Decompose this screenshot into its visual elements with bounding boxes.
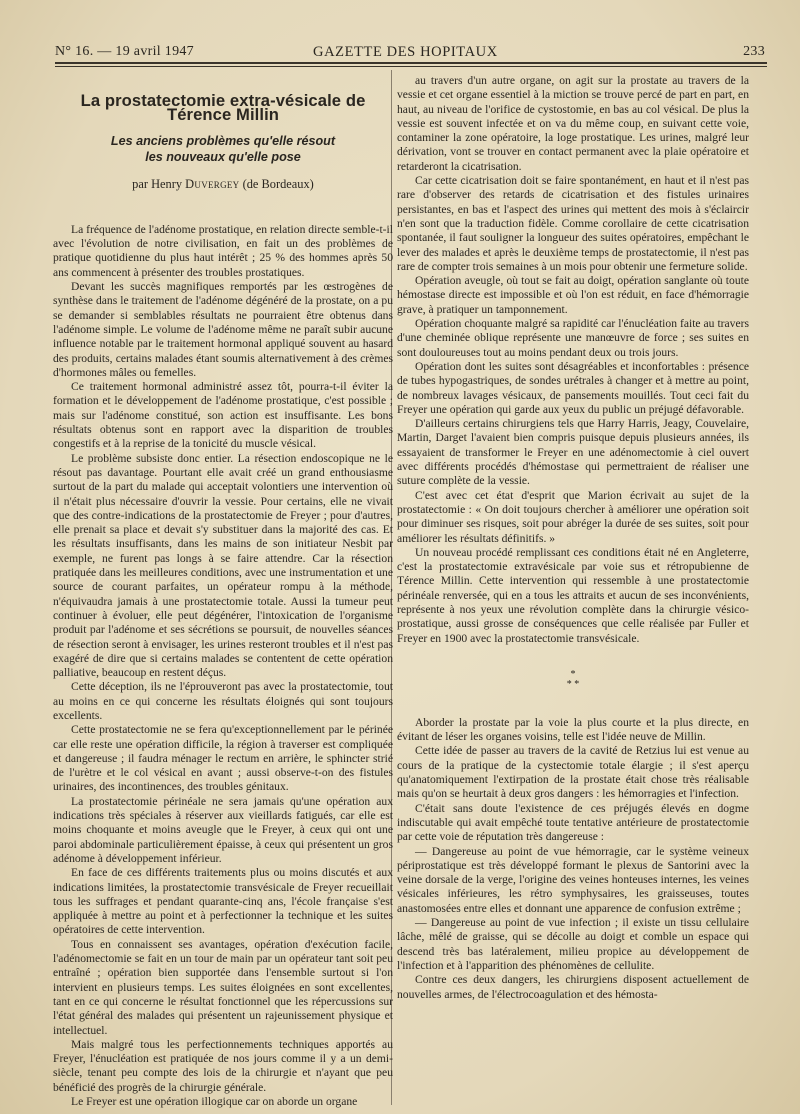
paragraph: Aborder la prostate par la voie la plus courte et la plus directe, en évitant de léser les organes voisins, telle est l'idée neuve de Millin. xyxy=(397,715,749,744)
right-body xyxy=(397,74,749,646)
article-title: La prostatectomie extra-vésicale de Térence Millin xyxy=(80,91,366,125)
left-column xyxy=(53,72,393,1109)
paragraph: Contre ces deux dangers, les chirurgiens disposent actuellement de nouvelles armes, de l'électrocoagulation et des hémosta- xyxy=(397,973,749,1001)
paragraph: Car cette cicatrisation doit se faire spontanément, en haut et il n'est pas rare d'observer des retards de cicatrisation et des fistules urinaires persistantes, en bas et l'aspect des urines qui mettent des mois à s'éclaircir n'en sont que la traduction fidèle. Comme corollaire de cette cicatrisation spontanée, il faut souligner la longueur des suites opératoires, empêchant le lever des malades et après le deuxième temps de prostatectomie, il n'est pas rare de compter trois semaines à un mois pour obtenir une fermeture solide. xyxy=(397,174,749,273)
running-header xyxy=(55,44,765,62)
header-rule-thin xyxy=(55,66,767,67)
subtitle-line-1: Les anciens problèmes qu'elle résout xyxy=(110,133,336,148)
paragraph: Le Freyer est une opération illogique car on aborde un organe xyxy=(71,1095,358,1108)
paragraph: Le problème subsiste donc entier. La résection endoscopique ne le résout pas davantage. Pourtant elle avait créé un grand enthousiasme surtout de la part du malade qui acceptait volontiers une intervention où il n'était plus nécessaire d'ouvrir la vessie. Pour certains, elle ne vivait que des contre-indications de la prostatectomie de Freyer ; pour d'autres, elle prenait sa place et devait s'y substituer dans la majorité des cas. Et les résultats insuffisants, dans les mains de son initiateur Nesbit par exemple, ne furent pas longs à se faire attendre. Car la résection pratiquée dans les meilleures conditions, avec une instrumentation et une source de courant parfaites, un opérateur rompu à la méthode, n'équivaudra jamais à une prostatectomie totale. Aussi la tumeur peut continuer à évoluer, elle peut dégénérer, l'intoxication de l'organisme produit par l'adénome et ses sécrétions se poursuit, de nouvelles séances de résection seront à envisager, les urines resteront troubles et il n'est pas exagéré de dire que si certains malades se contentent de cette opération palliative, beaucoup en restent déçus. xyxy=(53,451,393,680)
page-number: 233 xyxy=(743,44,765,59)
paragraph: Mais malgré tous les perfectionnements techniques apportés au Freyer, l'énucléation est pratiquée de nos jours comme il y a un demi-siècle, tenant peu compte des lois de la chirurgie et n'ayant que peu bénéficié des progrès de la chirurgie générale. xyxy=(53,1037,393,1094)
article-author xyxy=(53,177,393,191)
journal-name: GAZETTE DES HOPITAUX xyxy=(313,44,498,60)
paragraph: — Dangereuse au point de vue infection ; il existe un tissu cellulaire lâche, mêlé de graisse, qui se décolle au doigt et comble un espace qui descend très bas latéralement, milieu propice au développement de l'infection et à l'apparition des phénomènes de cellulite. xyxy=(397,916,749,972)
subtitle-line-2: les nouveaux qu'elle pose xyxy=(145,149,301,164)
right-column xyxy=(397,74,749,1002)
author-name: Duvergey xyxy=(185,176,240,191)
right-body-after xyxy=(397,716,749,1002)
paragraph: La prostatectomie périnéale ne sera jamais qu'une opération aux indications très spéciales à réserver aux vieillards fatigués, car elle est moins choquante et moins aveugle que le Freyer, à ceux qui ont une paroi abdominale particulièrement épaisse, à ceux qui présentent un gros adénome à développement inférieur. xyxy=(53,794,393,865)
issue-date: N° 16. — 19 avril 1947 xyxy=(55,44,194,59)
paragraph: — Dangereuse au point de vue hémorragie, car le système veineux périprostatique est très développé formant le plexus de Santorini avec la veine dorsale de la verge, l'origine des veines honteuses internes, les veines vésicales inférieures, les rétro symphysaires, les graisseuses, toutes anastomosées entre elles et donnant une apparence de confusion extrême ; xyxy=(397,844,749,915)
paragraph: Ce traitement hormonal administré assez tôt, pourra-t-il éviter la formation et le développement de l'adénome prostatique, c'est possible ; mais sur l'adénome constitué, son action est insuffisante. Les bons résultats obtenus sont en rapport avec la disparition de troubles congestifs et à la reprise de la tonicité du muscle vésical. xyxy=(53,380,393,451)
paragraph: La fréquence de l'adénome prostatique, en relation directe semble-t-il avec l'évolution de notre civilisation, en fait un des problèmes de pratique quotidienne du plus haut intérêt ; 25 % des hommes après 50 ans commencent à présenter des troubles prostatiques. xyxy=(53,222,393,279)
left-body xyxy=(53,223,393,1109)
author-suffix: (de Bordeaux) xyxy=(239,176,314,191)
section-separator: * * * xyxy=(566,668,580,690)
paragraph: En face de ces différents traitements plus ou moins discutés et aux indications limitées, la prostatectomie transvésicale de Freyer recueillait tous les suffrages et pendant quarante-cinq ans, l'école française s'est appliquée à mettre au point et à perfectionner la technique et les suites opératoires de cette intervention. xyxy=(53,866,393,937)
paragraph: Opération choquante malgré sa rapidité car l'énucléation faite au travers d'une cheminée oblique représente une manœuvre de force ; ses suites en sont douloureuses tout au moins pendant deux ou trois jours. xyxy=(397,317,749,359)
author-prefix: par Henry xyxy=(132,176,186,191)
paragraph: Opération aveugle, où tout se fait au doigt, opération sanglante où toute hémostase directe est impossible et où l'on est réduit, en face d'hémorragie grave, à pratiquer un tamponnement. xyxy=(397,274,749,316)
paragraph: Tous en connaissent ses avantages, opération d'exécution facile, l'adénomectomie se fait en un tour de main par un opérateur tant soit peu entraîné ; opération bien supportée dans l'ensemble surtout si l'on intervient en plusieurs temps. Les suites éloignées en sont excellentes, tant en ce qui concerne le résultat fonctionnel que les répercussions sur l'état général des malades qui présentent un rajeunissement physique et intellectuel. xyxy=(53,937,393,1037)
paragraph: C'est avec cet état d'esprit que Marion écrivait au sujet de la prostatectomie : « On doit toujours chercher à améliorer une opération soit pour diminuer ses risques, soit pour abréger la durée de ses suites, soit pour améliorer les résultats définitifs. » xyxy=(397,488,749,545)
paragraph: Cette déception, ils ne l'éprouveront pas avec la prostatectomie, tout au moins en ce qui concerne les résultats éloignés qui sont toujours excellents. xyxy=(53,680,393,722)
article-subtitle xyxy=(53,133,393,165)
paragraph: C'était sans doute l'existence de ces préjugés élevés en dogme indiscutable qui avait empêché toute tentative antérieure de prostatectomie par cette voie de réputation très dangereuse : xyxy=(397,801,749,844)
header-rule xyxy=(55,62,767,64)
paragraph: Devant les succès magnifiques remportés par les œstrogènes de synthèse dans le traitement de l'adénome dégénéré de la prostate, on a pu se demander si semblables résultats ne pourraient être obtenus dans l'adénome simple. Le volume de l'adénome même ne paraît subir aucune influence notable par le traitement hormonal appliqué souvent au hasard des produits, certains malades étant soumis alternativement à des crèmes d'hormones mâles ou femelles. xyxy=(53,280,393,379)
paragraph: Cette idée de passer au travers de la cavité de Retzius lui est venue au cours de la pratique de la cystectomie totale élargie ; il s'est aperçu qu'anatomiquement l'extirpation de la prostate était chose très réalisable mais qu'on se heurtait à deux gros dangers : les hémorragies et l'infection. xyxy=(397,744,749,801)
paragraph: D'ailleurs certains chirurgiens tels que Harry Harris, Jeagy, Couvelaire, Martin, Darget l'avaient bien compris puisque depuis plusieurs années, ils essayaient de transformer le Freyer en une adénomectomie à ciel ouvert avec différents procédés d'hémostase qui permettraient de réaliser une suture complète de la vessie. xyxy=(397,417,749,488)
paragraph: Opération dont les suites sont désagréables et inconfortables : présence de tubes hypogastriques, de sondes urétrales à changer et à mettre au point, de nombreux lavages vésicaux, de pansements mouillés. Tout ceci fait du Freyer une opération qui garde aux yeux du public un préjugé défavorable. xyxy=(397,359,749,416)
paragraph: Un nouveau procédé remplissant ces conditions était né en Angleterre, c'est la prostatectomie extravésicale par voie sus et rétropubienne de Térence Millin. Cette intervention qui ressemble à une prostatectomie périnéale renversée, qui en a tous les attraits et aucun de ses inconvénients, représente à nos yeux une révolution complète dans la chirurgie vésico-prostatique, aussi grosse de conséquences que celle réalisée par Fuller et Freyer en 1900 avec la prostatectomie transvésicale. xyxy=(397,545,749,645)
paragraph: Cette prostatectomie ne se fera qu'exceptionnellement par le périnée car elle reste une opération difficile, la région à traverser est compliquée et dangereuse ; il faudra ménager le rectum en arrière, le sphincter strié de l'urètre et le col vésical en avant ; aussi observe-t-on des fistules urinaires, des incontinences, des troubles génitaux. xyxy=(53,723,393,794)
paragraph: au travers d'un autre organe, on agit sur la prostate au travers de la vessie et cet organe essentiel à la miction se trouve percé de part en part, en haut, au niveau de l'orifice de cystostomie, en bas au col vésical. De plus la vessie est souvent infectée et on va du même coup, en suivant cette voie, contaminer la zone opératoire, la loge prostatique. Les urines, malgré leur dérivation, vont se trouver en contact permanent avec la plaie opératoire et retarderont la cicatrisation. xyxy=(397,74,749,173)
